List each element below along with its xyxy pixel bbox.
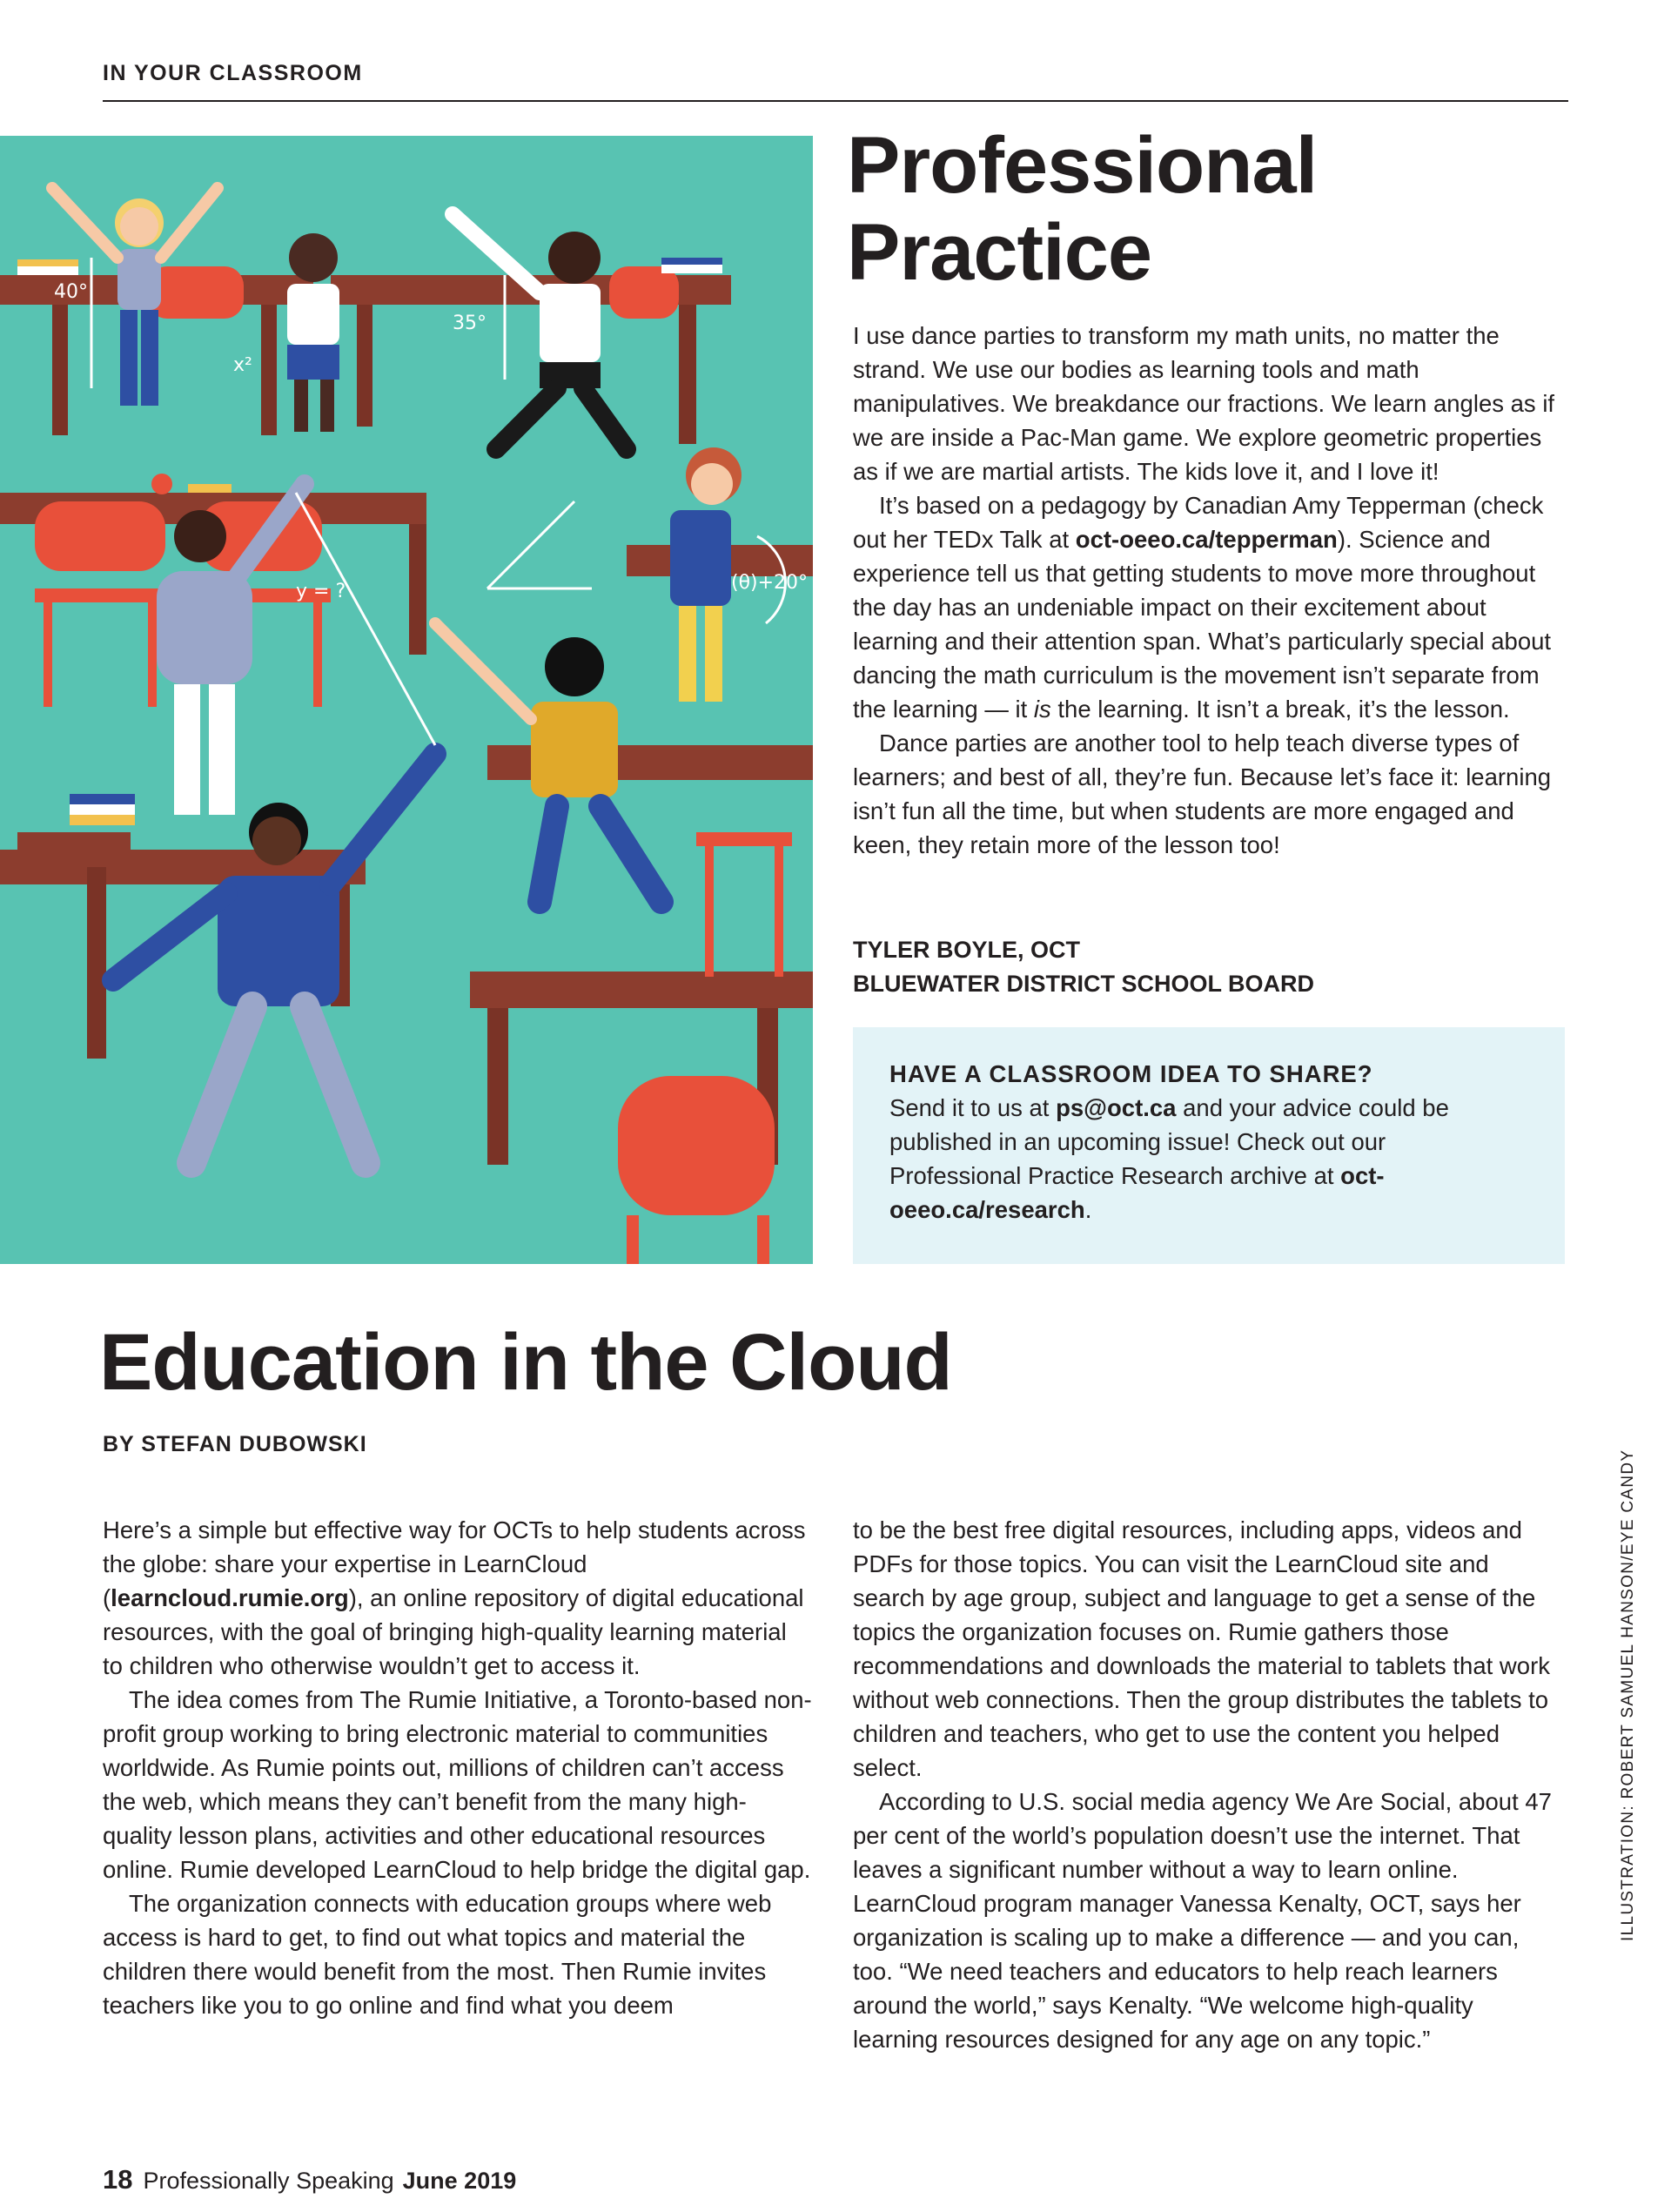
title-line-1: Professional (847, 121, 1318, 210)
section-label: IN YOUR CLASSROOM (103, 61, 363, 85)
angle-35-label: 35° (453, 313, 487, 334)
illustration-svg (0, 136, 813, 1264)
angle-40-label: 40° (54, 281, 88, 303)
pp-p2-emphasis: is (1033, 696, 1051, 723)
tepperman-link[interactable]: oct-oeeo.ca/tepperman (1075, 526, 1338, 553)
professional-practice-title (847, 122, 1560, 296)
article-column-left (103, 1513, 812, 2022)
ec-paragraph-1 (103, 1513, 812, 1683)
publication-name: Professionally Speaking (143, 2168, 394, 2194)
ec-paragraph-4: to be the best free digital resources, including apps, videos and PDFs for those topics. You can visit the LearnCloud site and search by age group, subject and language to get a sense of the topics the organization focuses on. Rumie gathers those recommendations and downloads the material to tablets that work without web connections. Then the group distributes the tablets to children and teachers, who get to use the content you helped select. (853, 1516, 1550, 1781)
pp-paragraph-2 (853, 488, 1563, 726)
page-number: 18 (103, 2164, 133, 2195)
email-link[interactable]: ps@oct.ca (1056, 1094, 1177, 1121)
education-cloud-title: Education in the Cloud (99, 1318, 952, 1407)
ec-paragraph-3: The organization connects with education groups where web access is hard to get, to find out what topics and material the children there would benefit from the most. Then Rumie invites teachers like you to go online and find what you deem (103, 1890, 772, 2019)
theta-label: (θ)+20° (731, 572, 809, 594)
title-line-2: Practice (847, 208, 1152, 297)
share-idea-text (889, 1091, 1516, 1227)
author-signature (853, 933, 1563, 1001)
article-column-right (853, 1513, 1562, 2056)
learncloud-link[interactable]: learncloud.rumie.org (111, 1584, 349, 1611)
pp-p2-text-b: ). Science and experience tell us that getting students to move more throughout the day has an undeniable impact on their excitement about learning and their attention span. What’s particularly special about dancing the math curriculum is the movement isn’t separate from the learning — it (853, 526, 1552, 723)
research-link[interactable]: oct-oeeo.ca/research (889, 1162, 1385, 1223)
share-text-a: Send it to us at (889, 1094, 1057, 1121)
page-footer (103, 2164, 516, 2195)
professional-practice-body (853, 319, 1563, 862)
pp-paragraph-3: Dance parties are another tool to help teach diverse types of learners; and best of all, they’re fun. Because let’s face it: learning isn’t fun all the time, but when students are more engaged and keen, they retain more of the lesson too! (853, 729, 1552, 858)
ec-paragraph-5: According to U.S. social media agency We Are Social, about 47 per cent of the world’s population doesn’t use the internet. That leaves a significant number without a way to learn online. LearnCloud program manager Vanessa Kenalty, OCT, says her organization is scaling up to make a difference — and you can, too. “We need teachers and educators to help reach learners around the world,” says Kenalty. “We welcome high-quality learning resources designed for any age on any topic.” (853, 1788, 1552, 2053)
illustration-credit: ILLUSTRATION: ROBERT SAMUEL HANSON/EYE CANDY (1619, 1449, 1637, 1941)
share-idea-box (853, 1027, 1565, 1264)
author-affiliation: BLUEWATER DISTRICT SCHOOL BOARD (853, 971, 1314, 997)
share-text-b: and your advice could be published in an upcoming issue! Check out our Professional Practice Research archive at (889, 1094, 1449, 1189)
pp-paragraph-1: I use dance parties to transform my math units, no matter the strand. We use our bodies as learning tools and math manipulatives. We breakdance our fractions. We learn angles as if we are inside a Pac-Man game. We explore geometric properties as if we are martial artists. The kids love it, and I love it! (853, 322, 1555, 485)
top-rule (103, 100, 1568, 102)
share-idea-content (889, 1057, 1516, 1227)
share-idea-heading: HAVE A CLASSROOM IDEA TO SHARE? (889, 1060, 1373, 1087)
pp-p2-text-c: the learning. It isn’t a break, it’s the lesson. (1050, 696, 1510, 723)
byline: BY STEFAN DUBOWSKI (103, 1432, 367, 1456)
ec-paragraph-2: The idea comes from The Rumie Initiative, a Toronto-based non-profit group working to bring electronic material to communities worldwide. As Rumie points out, millions of children can’t access the web, which means they can’t benefit from the many high-quality lesson plans, activities and other educational resources online. Rumie developed LearnCloud to help bridge the digital gap. (103, 1686, 812, 1883)
ec-p1-text-b: ), an online repository of digital educational resources, with the goal of bringing high-quality learning material to children who otherwise wouldn’t get to access it. (103, 1584, 804, 1679)
ec-p1-text-a: Here’s a simple but effective way for OCTs to help students across the globe: share your expertise in LearnCloud ( (103, 1516, 806, 1611)
issue-date: June 2019 (402, 2168, 517, 2194)
classroom-illustration (0, 136, 813, 1264)
x-squared-label: x² (233, 354, 252, 376)
pp-p2-text-a: It’s based on a pedagogy by Canadian Amy Tepperman (check out her TEDx Talk at (853, 492, 1544, 553)
author-name: TYLER BOYLE, OCT (853, 937, 1081, 963)
share-text-c: . (1084, 1196, 1092, 1223)
y-equals-label: y = ? (296, 581, 346, 602)
